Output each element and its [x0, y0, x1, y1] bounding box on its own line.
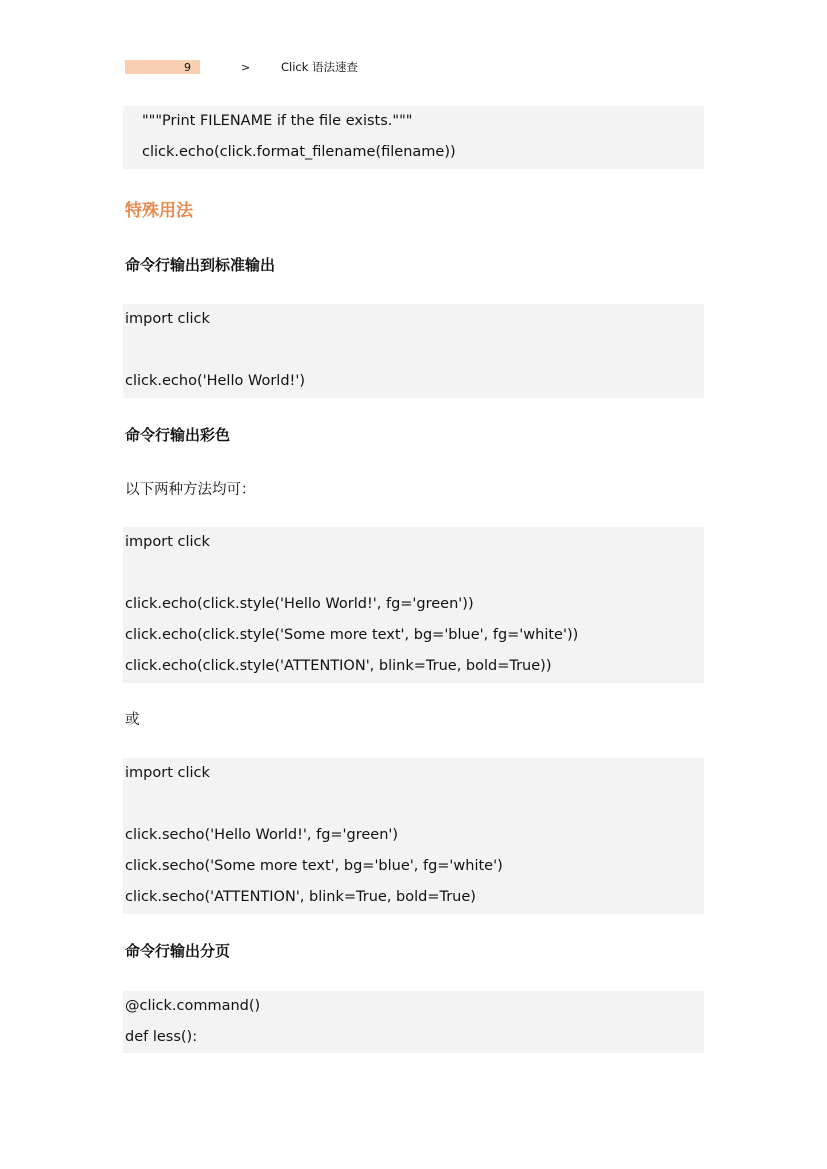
code-block-less — [123, 991, 704, 1053]
code-line: import click — [125, 311, 210, 327]
code-line: click.secho('Some more text', bg='blue', fg='white') — [125, 858, 503, 874]
code-line: @click.command() — [125, 998, 261, 1014]
code-line: click.echo(click.style('ATTENTION', blink=True, bold=True)) — [125, 658, 552, 674]
code-line: click.echo(click.style('Some more text', bg='blue', fg='white')) — [125, 627, 579, 643]
code-line: def less(): — [125, 1029, 198, 1045]
code-line: import click — [125, 765, 210, 781]
code-line: click.secho('ATTENTION', blink=True, bold=True) — [125, 889, 476, 905]
page-number: 9 — [184, 61, 191, 74]
heading-color: 命令行输出彩色 — [125, 426, 231, 444]
paragraph-or: 或 — [125, 712, 140, 728]
code-line: click.echo(click.format_filename(filename)) — [142, 144, 456, 160]
code-block-style — [123, 527, 704, 683]
header-separator: > — [241, 61, 251, 74]
section-title: 特殊用法 — [125, 201, 193, 221]
code-block-echo — [123, 304, 704, 398]
code-line-blank — [125, 789, 704, 820]
code-line-blank — [125, 335, 704, 366]
code-line: click.secho('Hello World!', fg='green') — [125, 827, 399, 843]
code-line: import click — [125, 534, 210, 550]
code-line: click.echo('Hello World!') — [125, 373, 305, 389]
paragraph-both-methods: 以下两种方法均可： — [125, 482, 256, 498]
code-block-format-filename — [123, 106, 704, 169]
code-line: click.echo(click.style('Hello World!', fg='green')) — [125, 596, 474, 612]
code-line-blank — [125, 558, 704, 589]
code-line: """Print FILENAME if the file exists.""" — [142, 113, 413, 129]
heading-stdout: 命令行输出到标准输出 — [125, 256, 276, 274]
header-title: Click 语法速查 — [281, 60, 359, 74]
heading-paging: 命令行输出分页 — [125, 942, 231, 960]
code-block-secho — [123, 758, 704, 914]
